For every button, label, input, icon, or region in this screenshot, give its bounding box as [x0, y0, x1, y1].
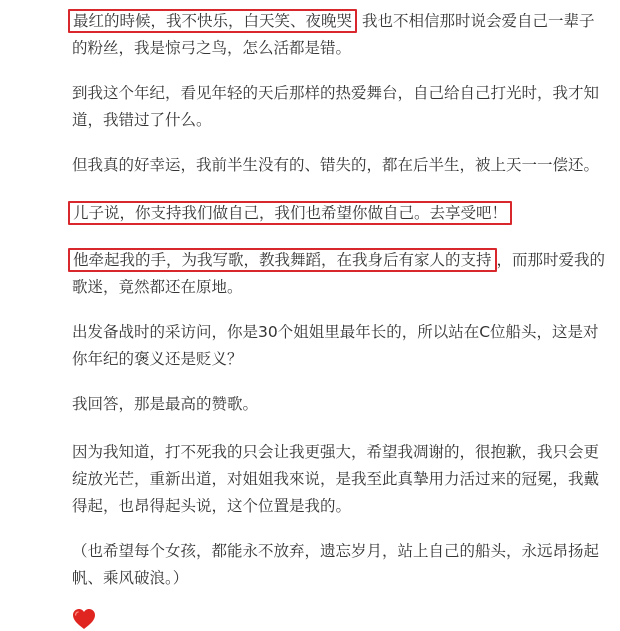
paragraph-9: （也希望每个女孩，都能永不放弃，遗忘岁月，站上自己的船头，永远昂扬起帆、乘风破浪。） — [72, 542, 600, 587]
paragraph-5 — [72, 247, 608, 301]
paragraph-7: 我回答，那是最高的赞歌。 — [72, 395, 259, 413]
paragraph-6: 出发备战时的采访问，你是30个姐姐里最年长的，所以站在C位船头，这是对你年纪的褒义还是贬义？ — [72, 323, 599, 368]
paragraph-4 — [72, 200, 608, 227]
paragraph-1 — [72, 8, 608, 62]
highlighted-quote-1: 最红的時候，我不快乐，白天笑、夜晚哭 — [68, 9, 357, 33]
paragraph-2: 到我这个年纪，看见年轻的天后那样的热爱舞台，自己给自己打光时，我才知道，我错过了什么。 — [72, 84, 600, 129]
paragraph-1-rest: 我也不相信那时说会爱自己一辈子的粉丝，我是惊弓之鸟，怎么活都是错。 — [72, 12, 595, 57]
heart-icon — [72, 608, 96, 630]
highlighted-quote-3: 他牵起我的手，为我写歌，教我舞蹈，在我身后有家人的支持 — [68, 248, 497, 272]
paragraph-5-rest: ，而那时爱我的歌迷，竟然都还在原地。 — [72, 251, 606, 296]
paragraph-8: 因为我知道，打不死我的只会让我更强大，希望我凋谢的，很抱歉，我只会更绽放光芒，重新出道，对姐姐我來说，是我至此真摯用力活过来的冠冕，我戴得起，也昂得起头说，这个位置是我的。 — [72, 443, 600, 515]
paragraph-3: 但我真的好幸运，我前半生没有的、错失的，都在后半生，被上天一一偿还。 — [72, 156, 600, 174]
highlighted-quote-2: 儿子说，你支持我们做自己，我们也希望你做自己。去享受吧！ — [68, 201, 512, 225]
